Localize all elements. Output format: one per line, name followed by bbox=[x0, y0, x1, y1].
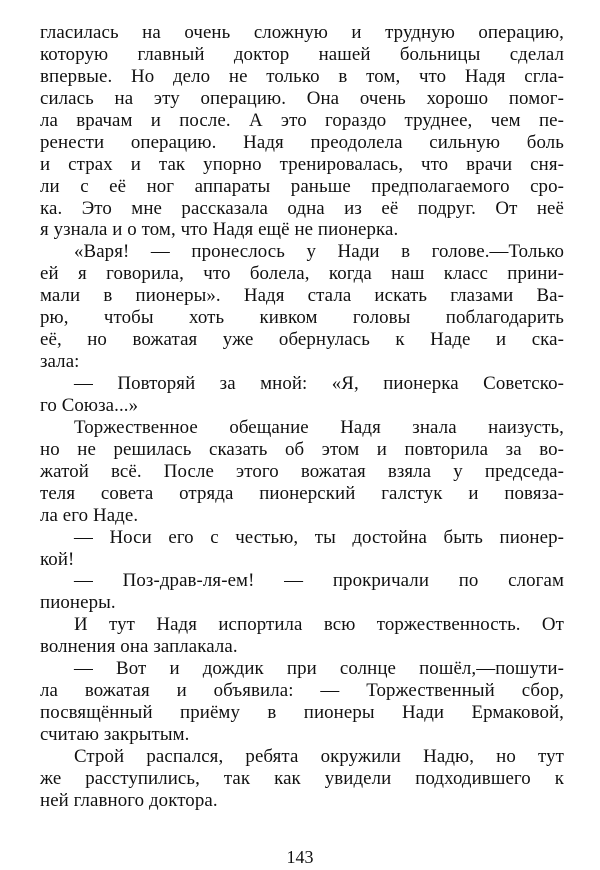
text-line: впервые. Но дело не только в том, что Надя сгла- bbox=[40, 65, 564, 87]
text-line: — Носи его с честью, ты достойна быть пионер- bbox=[74, 526, 564, 548]
text-line: и страх и так упорно тренировалась, что врачи сня- bbox=[40, 153, 564, 175]
text-line: считаю закрытым. bbox=[40, 724, 190, 745]
text-line: но не решилась сказать об этом и повторила за во- bbox=[40, 438, 564, 460]
text-line: же расступились, так как увидели подходившего к bbox=[40, 767, 564, 789]
text-line: Торжественное обещание Надя знала наизусть, bbox=[74, 416, 564, 438]
text-line: И тут Надя испортила всю торжественность. От bbox=[74, 614, 564, 636]
text-line: — Поз-драв-ля-ем! — прокричали по слогам bbox=[74, 570, 564, 592]
text-line: жатой всё. После этого вожатая взяла у председа- bbox=[40, 460, 564, 482]
text-line: я узнала и о том, что Надя ещё не пионерка. bbox=[40, 219, 399, 241]
text-line: ла вожатая и объявила: — Торжественный сбор, bbox=[40, 680, 564, 702]
text-line: ла врачам и после. А это гораздо труднее, чем пе- bbox=[40, 109, 564, 131]
text-line: — Повторяй за мной: «Я, пионерка Советско- bbox=[74, 373, 564, 394]
text-line: го Союза...» bbox=[40, 394, 139, 416]
text-line: — Вот и дождик при солнце пошёл,—пошути- bbox=[74, 658, 564, 680]
text-line: ней главного доктора. bbox=[40, 789, 218, 811]
text-line: ка. Это мне рассказала одна из её подруг. От неё bbox=[40, 197, 564, 219]
text-line: пионеры. bbox=[40, 592, 116, 614]
text-line: ренести операцию. Надя преодолела сильную боль bbox=[40, 131, 564, 153]
text-line: силась на эту операцию. Она очень хорошо помог- bbox=[40, 87, 564, 109]
text-line: ла его Наде. bbox=[40, 504, 139, 526]
text-line: мали в пионеры». Надя стала искать глазами Ва- bbox=[40, 285, 564, 307]
text-line: посвящённый приёму в пионеры Нади Ермаковой, bbox=[40, 702, 564, 724]
text-line: ей я говорила, что болела, когда наш класс прини- bbox=[40, 263, 564, 285]
text-line: волнения она заплакала. bbox=[40, 636, 238, 658]
page-number: 143 bbox=[286, 847, 314, 867]
text-line: рю, чтобы хоть кивком головы поблагодарить bbox=[40, 307, 564, 329]
text-line: «Варя! — пронеслось у Нади в голове.—Только bbox=[74, 241, 564, 263]
text-line: которую главный доктор нашей больницы сделал bbox=[40, 43, 564, 65]
book-page-text bbox=[40, 22, 564, 812]
text-line: её, но вожатая уже обернулась к Наде и ска- bbox=[40, 329, 564, 351]
text-line: теля совета отряда пионерский галстук и повяза- bbox=[40, 482, 564, 504]
text-line: кой! bbox=[40, 548, 75, 570]
text-line: Строй распался, ребята окружили Надю, но тут bbox=[74, 745, 564, 767]
text-line: зала: bbox=[40, 351, 80, 373]
text-line: ли с её ног аппараты раньше предполагаемого сро- bbox=[40, 175, 564, 197]
text-line: гласилась на очень сложную и трудную операцию, bbox=[40, 22, 564, 43]
